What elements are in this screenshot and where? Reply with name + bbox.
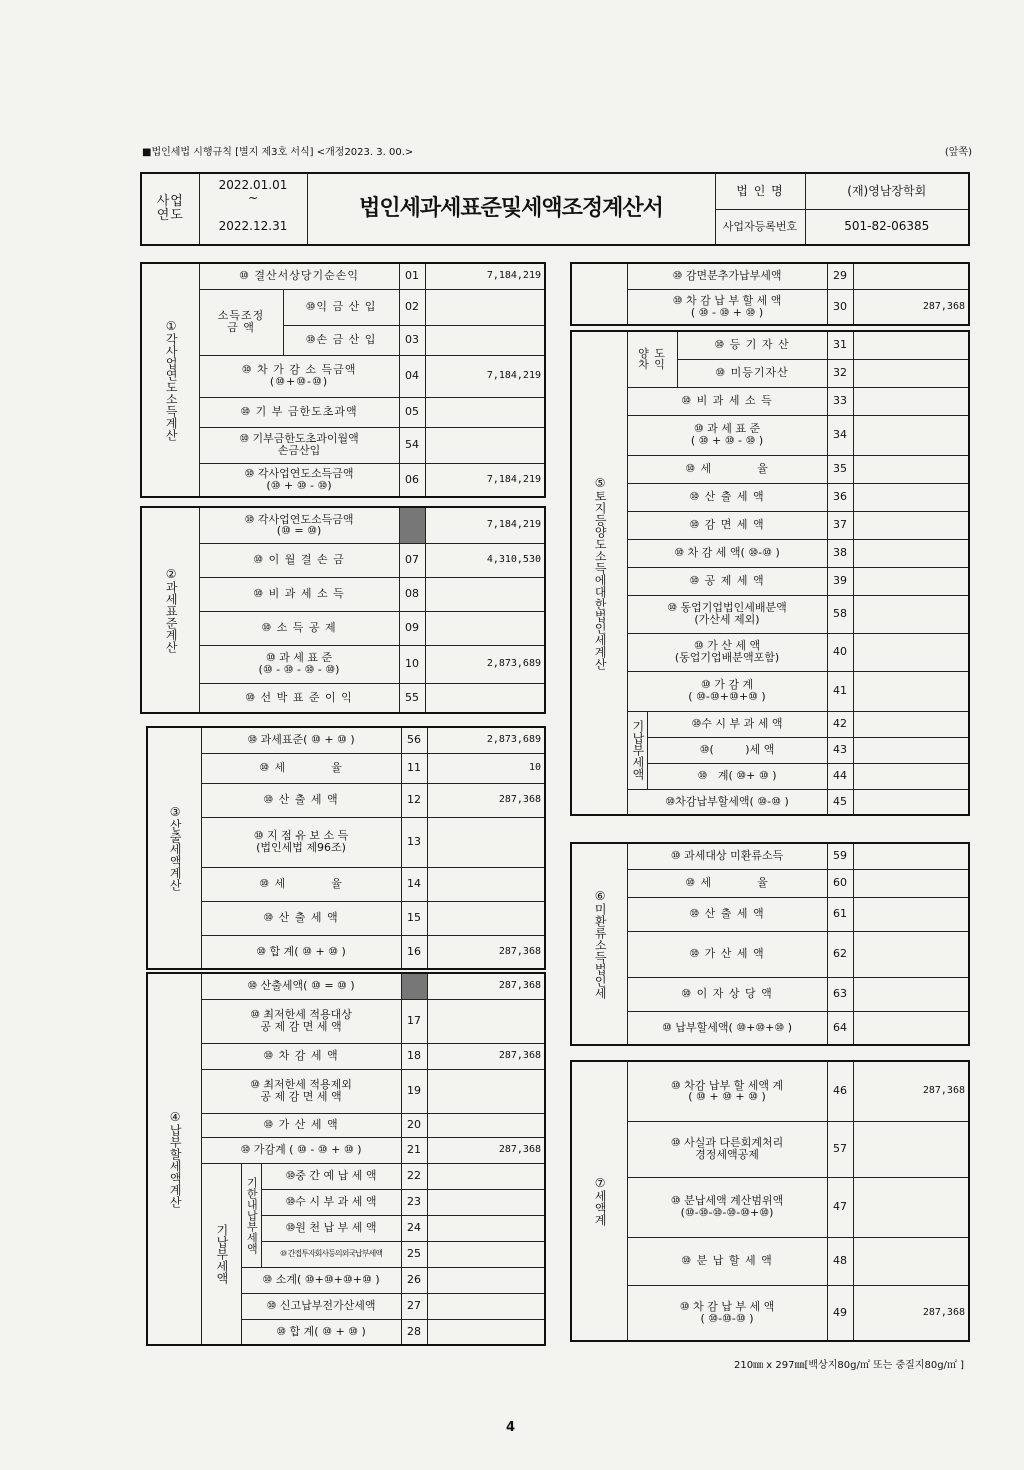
row-29-value — [853, 263, 969, 289]
row-09-value — [425, 611, 545, 645]
prepaid-inner-label: 기한내납부세액 — [241, 1163, 261, 1267]
row-40-label: ⑩ 가 산 세 액 (동업기업배분액포함) — [627, 633, 827, 671]
row-10-value: 2,873,689 — [425, 645, 545, 683]
row-20-value — [427, 1113, 545, 1137]
row-31-no: 31 — [827, 331, 853, 359]
row-45-label: ⑩차감납부할세액( ⑩-⑩ ) — [627, 789, 827, 815]
row-62-no: 62 — [827, 931, 853, 977]
row-43-label: ⑩( )세 액 — [647, 737, 827, 763]
row-39-label: ⑩ 공 제 세 액 — [627, 567, 827, 595]
row-37-label: ⑩ 감 면 세 액 — [627, 511, 827, 539]
row-05-label: ⑩ 기 부 금한도초과액 — [199, 397, 399, 427]
row-36-label: ⑩ 산 출 세 액 — [627, 483, 827, 511]
row-49-value: 287,368 — [853, 1285, 969, 1341]
row-57-label: ⑩ 사실과 다른회계처리 경정세액공제 — [627, 1121, 827, 1177]
row-24-value — [427, 1215, 545, 1241]
row-46-label: ⑩ 차감 납부 할 세액 계 ( ⑩ + ⑩ + ⑩ ) — [627, 1061, 827, 1121]
row-10-label: ⑩ 과 세 표 준 (⑩ - ⑩ - ⑩ - ⑩) — [199, 645, 399, 683]
row-64-value — [853, 1011, 969, 1045]
row-4a-shaded — [401, 973, 427, 999]
row-40-no: 40 — [827, 633, 853, 671]
row-54-no: 54 — [399, 427, 425, 463]
row-23-label: ⑩수 시 부 과 세 액 — [261, 1189, 401, 1215]
row-58-value — [853, 595, 969, 633]
row-23-no: 23 — [401, 1189, 427, 1215]
row-34-no: 34 — [827, 415, 853, 455]
row-61-no: 61 — [827, 897, 853, 931]
row-27-no: 27 — [401, 1293, 427, 1319]
row-29-label: ⑩ 감면분추가납부세액 — [627, 263, 827, 289]
row-25-no: 25 — [401, 1241, 427, 1267]
row-33-label: ⑩ 비 과 세 소 득 — [627, 387, 827, 415]
row-58-no: 58 — [827, 595, 853, 633]
prepaid-label: 기납부세액 — [627, 711, 647, 789]
row-42-value — [853, 711, 969, 737]
section-1-table — [140, 262, 546, 498]
row-09-label: ⑩ 소 득 공 제 — [199, 611, 399, 645]
row-57-value — [853, 1121, 969, 1177]
paper-spec: 210㎜ x 297㎜[백상지80g/㎡ 또는 중질지80g/㎡ ] — [734, 1360, 964, 1371]
row-42-no: 42 — [827, 711, 853, 737]
row-04-value: 7,184,219 — [425, 355, 545, 397]
row-37-no: 37 — [827, 511, 853, 539]
row-39-value — [853, 567, 969, 595]
row-06-no: 06 — [399, 463, 425, 497]
row-29-no: 29 — [827, 263, 853, 289]
row-11-value: 10 — [427, 753, 545, 783]
row-15-value — [427, 901, 545, 935]
row-13-value — [427, 817, 545, 867]
row-60-value — [853, 869, 969, 897]
row-57-no: 57 — [827, 1121, 853, 1177]
row-37-value — [853, 511, 969, 539]
row-01-value: 7,184,219 — [425, 263, 545, 289]
section-5-table — [570, 330, 970, 816]
row-02-value — [425, 289, 545, 325]
row-61-value — [853, 897, 969, 931]
period-start: 2022.01.01 ~ — [199, 173, 307, 209]
row-04-label: ⑩ 차 가 감 소 득금액 (⑩+⑩-⑩) — [199, 355, 399, 397]
row-36-no: 36 — [827, 483, 853, 511]
row-17-no: 17 — [401, 999, 427, 1043]
row-18-label: ⑩ 차 감 세 액 — [201, 1043, 401, 1069]
row-34-value — [853, 415, 969, 455]
row-20-no: 20 — [401, 1113, 427, 1137]
row-09-no: 09 — [399, 611, 425, 645]
row-27-label: ⑩ 신고납부전가산세액 — [241, 1293, 401, 1319]
section-1-label: ①각사업연도소득계산 — [141, 263, 199, 497]
row-55-value — [425, 683, 545, 713]
row-48-label: ⑩ 분 납 할 세 액 — [627, 1237, 827, 1285]
row-62-value — [853, 931, 969, 977]
row-16-no: 16 — [401, 935, 427, 969]
row-33-value — [853, 387, 969, 415]
row-28-label: ⑩ 합 계( ⑩ + ⑩ ) — [241, 1319, 401, 1345]
right-top-table — [570, 262, 970, 326]
row-32-value — [853, 359, 969, 387]
row-38-no: 38 — [827, 539, 853, 567]
section-4-table — [146, 972, 546, 1346]
row-26-no: 26 — [401, 1267, 427, 1293]
row-08-label: ⑩ 비 과 세 소 득 — [199, 577, 399, 611]
row-22-label: ⑩중 간 예 납 세 액 — [261, 1163, 401, 1189]
row-4a-label: ⑩ 산출세액( ⑩ = ⑩ ) — [201, 973, 401, 999]
row-08-value — [425, 577, 545, 611]
business-year-label: 사업 연도 — [141, 173, 199, 245]
row-2a-value: 7,184,219 — [425, 507, 545, 543]
corp-name-label: 법 인 명 — [715, 173, 805, 209]
row-31-label: ⑩ 등 기 자 산 — [677, 331, 827, 359]
row-38-label: ⑩ 차 감 세 액( ⑩-⑩ ) — [627, 539, 827, 567]
row-31-value — [853, 331, 969, 359]
reg-no: 501-82-06385 — [805, 209, 969, 245]
row-28-no: 28 — [401, 1319, 427, 1345]
row-22-value — [427, 1163, 545, 1189]
row-05-no: 05 — [399, 397, 425, 427]
row-13-no: 13 — [401, 817, 427, 867]
row-47-no: 47 — [827, 1177, 853, 1237]
row-12-label: ⑩ 산 출 세 액 — [201, 783, 401, 817]
row-43-no: 43 — [827, 737, 853, 763]
row-23-value — [427, 1189, 545, 1215]
section-2-table — [140, 506, 546, 714]
row-30-no: 30 — [827, 289, 853, 325]
row-07-no: 07 — [399, 543, 425, 577]
row-47-value — [853, 1177, 969, 1237]
row-30-value: 287,368 — [853, 289, 969, 325]
page-number: 4 — [506, 1420, 516, 1435]
row-15-no: 15 — [401, 901, 427, 935]
row-30-label: ⑩ 차 감 납 부 할 세 액 ( ⑩ - ⑩ + ⑩ ) — [627, 289, 827, 325]
row-59-value — [853, 843, 969, 869]
row-24-no: 24 — [401, 1215, 427, 1241]
row-18-value: 287,368 — [427, 1043, 545, 1069]
row-06-value: 7,184,219 — [425, 463, 545, 497]
row-32-label: ⑩ 미등기자산 — [677, 359, 827, 387]
section-5-label: ⑤토지등양도소득에대한법인세계산 — [571, 331, 627, 815]
prepaid-outer-label: 기납부세액 — [201, 1163, 241, 1345]
section-4-label: ④납부할세액계산 — [147, 973, 201, 1345]
reg-no-label: 사업자등록번호 — [715, 209, 805, 245]
row-61-label: ⑩ 산 출 세 액 — [627, 897, 827, 931]
row-63-value — [853, 977, 969, 1011]
row-63-label: ⑩ 이 자 상 당 액 — [627, 977, 827, 1011]
row-41-no: 41 — [827, 671, 853, 711]
section-7-label: ⑦세액계 — [571, 1061, 627, 1341]
row-01-label: ⑩ 결산서상당기순손익 — [199, 263, 399, 289]
row-11-no: 11 — [401, 753, 427, 783]
row-16-label: ⑩ 합 계( ⑩ + ⑩ ) — [201, 935, 401, 969]
row-45-value — [853, 789, 969, 815]
row-19-value — [427, 1069, 545, 1113]
section-3-table — [146, 726, 546, 970]
row-47-label: ⑩ 분납세액 계산범위액 (⑩-⑩-⑩-⑩-⑩+⑩) — [627, 1177, 827, 1237]
row-35-value — [853, 455, 969, 483]
section-2-label: ②과세표준계산 — [141, 507, 199, 713]
row-19-label: ⑩ 최저한세 적용제외 공 제 감 면 세 액 — [201, 1069, 401, 1113]
row-10-no: 10 — [399, 645, 425, 683]
row-33-no: 33 — [827, 387, 853, 415]
row-11-label: ⑩ 세 율 — [201, 753, 401, 783]
header-table — [140, 172, 970, 246]
row-12-value: 287,368 — [427, 783, 545, 817]
row-35-no: 35 — [827, 455, 853, 483]
row-14-value — [427, 867, 545, 901]
row-02-no: 02 — [399, 289, 425, 325]
row-4a-value: 287,368 — [427, 973, 545, 999]
row-08-no: 08 — [399, 577, 425, 611]
row-43-value — [853, 737, 969, 763]
row-49-no: 49 — [827, 1285, 853, 1341]
row-63-no: 63 — [827, 977, 853, 1011]
row-56-value: 2,873,689 — [427, 727, 545, 753]
page-title: 법인세과세표준및세액조정계산서 — [307, 173, 715, 245]
row-54-label: ⑩ 기부금한도초과이월액 손금산입 — [199, 427, 399, 463]
transfer-gain-label: 양 도 차 익 — [627, 331, 677, 387]
row-13-label: ⑩ 지 점 유 보 소 득 (법인세법 제96조) — [201, 817, 401, 867]
row-36-value — [853, 483, 969, 511]
row-03-no: 03 — [399, 325, 425, 355]
row-05-value — [425, 397, 545, 427]
row-21-label: ⑩ 가감계 ( ⑩ - ⑩ + ⑩ ) — [201, 1137, 401, 1163]
row-41-label: ⑩ 가 감 계 ( ⑩-⑩+⑩+⑩ ) — [627, 671, 827, 711]
section-7-table — [570, 1060, 970, 1342]
row-19-no: 19 — [401, 1069, 427, 1113]
row-14-no: 14 — [401, 867, 427, 901]
row-58-label: ⑩ 동업기업법인세배분액 (가산세 제외) — [627, 595, 827, 633]
row-18-no: 18 — [401, 1043, 427, 1069]
row-44-no: 44 — [827, 763, 853, 789]
row-12-no: 12 — [401, 783, 427, 817]
row-55-no: 55 — [399, 683, 425, 713]
form-reference: ■법인세법 시행규칙 [별지 제3호 서식] <개정2023. 3. 00.> — [142, 147, 414, 158]
row-14-label: ⑩ 세 율 — [201, 867, 401, 901]
row-44-label: ⑩ 계( ⑩+ ⑩ ) — [647, 763, 827, 789]
row-20-label: ⑩ 가 산 세 액 — [201, 1113, 401, 1137]
row-17-label: ⑩ 최저한세 적용대상 공 제 감 면 세 액 — [201, 999, 401, 1043]
row-03-label: ⑩손 금 산 입 — [283, 325, 399, 355]
row-28-value — [427, 1319, 545, 1345]
section-3-label: ③산출세액계산 — [147, 727, 201, 969]
row-38-value — [853, 539, 969, 567]
row-2a-shaded — [399, 507, 425, 543]
row-26-label: ⑩ 소계( ⑩+⑩+⑩+⑩ ) — [241, 1267, 401, 1293]
form-header — [142, 143, 972, 161]
row-25-value — [427, 1241, 545, 1267]
row-64-no: 64 — [827, 1011, 853, 1045]
row-07-value: 4,310,530 — [425, 543, 545, 577]
row-48-no: 48 — [827, 1237, 853, 1285]
row-45-no: 45 — [827, 789, 853, 815]
row-2a-label: ⑩ 각사업연도소득금액 (⑩ = ⑩) — [199, 507, 399, 543]
row-34-label: ⑩ 과 세 표 준 ( ⑩ + ⑩ - ⑩ ) — [627, 415, 827, 455]
row-16-value: 287,368 — [427, 935, 545, 969]
row-44-value — [853, 763, 969, 789]
section-6-label: ⑥미환류소득법인세 — [571, 843, 627, 1045]
row-54-value — [425, 427, 545, 463]
row-07-label: ⑩ 이 월 결 손 금 — [199, 543, 399, 577]
corp-name: (재)영남장학회 — [805, 173, 969, 209]
row-64-label: ⑩ 납부할세액( ⑩+⑩+⑩ ) — [627, 1011, 827, 1045]
row-22-no: 22 — [401, 1163, 427, 1189]
period-end: 2022.12.31 — [199, 209, 307, 245]
row-48-value — [853, 1237, 969, 1285]
row-21-value: 287,368 — [427, 1137, 545, 1163]
row-40-value — [853, 633, 969, 671]
row-55-label: ⑩ 선 박 표 준 이 익 — [199, 683, 399, 713]
row-46-value: 287,368 — [853, 1061, 969, 1121]
page-side: (앞쪽) — [944, 147, 972, 158]
row-60-label: ⑩ 세 율 — [627, 869, 827, 897]
right-top-blank — [571, 263, 627, 325]
row-03-value — [425, 325, 545, 355]
row-15-label: ⑩ 산 출 세 액 — [201, 901, 401, 935]
row-06-label: ⑩ 각사업연도소득금액 (⑩ + ⑩ - ⑩) — [199, 463, 399, 497]
row-60-no: 60 — [827, 869, 853, 897]
row-41-value — [853, 671, 969, 711]
row-21-no: 21 — [401, 1137, 427, 1163]
row-35-label: ⑩ 세 율 — [627, 455, 827, 483]
row-56-label: ⑩ 과세표준( ⑩ + ⑩ ) — [201, 727, 401, 753]
row-32-no: 32 — [827, 359, 853, 387]
row-49-label: ⑩ 차 감 납 부 세 액 ( ⑩-⑩-⑩ ) — [627, 1285, 827, 1341]
row-04-no: 04 — [399, 355, 425, 397]
row-27-value — [427, 1293, 545, 1319]
row-02-label: ⑩익 금 산 입 — [283, 289, 399, 325]
row-24-label: ⑩원 천 납 부 세 액 — [261, 1215, 401, 1241]
section-6-table — [570, 842, 970, 1046]
row-01-no: 01 — [399, 263, 425, 289]
row-17-value — [427, 999, 545, 1043]
row-25-label: ⑩ 간접투자회사등의외국납부세액 — [261, 1241, 401, 1267]
row-26-value — [427, 1267, 545, 1293]
row-59-label: ⑩ 과세대상 미환류소득 — [627, 843, 827, 869]
income-adjust-label: 소득조정 금 액 — [199, 289, 283, 355]
row-46-no: 46 — [827, 1061, 853, 1121]
row-56-no: 56 — [401, 727, 427, 753]
row-42-label: ⑩수 시 부 과 세 액 — [647, 711, 827, 737]
row-59-no: 59 — [827, 843, 853, 869]
row-62-label: ⑩ 가 산 세 액 — [627, 931, 827, 977]
row-39-no: 39 — [827, 567, 853, 595]
